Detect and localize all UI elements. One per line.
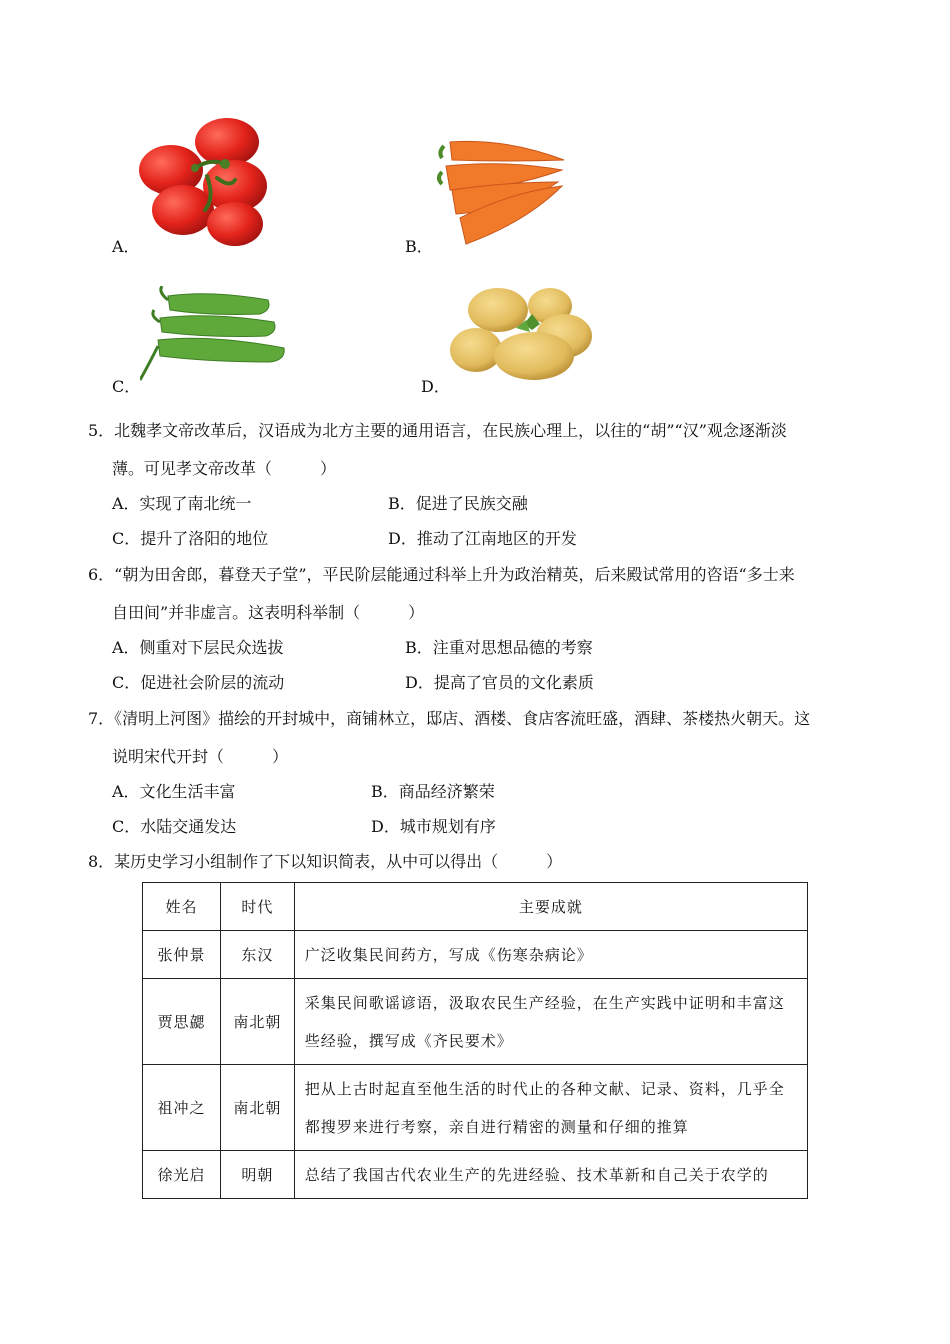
cell-era: 东汉 [220, 931, 294, 979]
q5-option-c[interactable]: C．提升了洛阳的地位 [112, 529, 269, 548]
header-name: 姓名 [143, 883, 221, 931]
table-header-row [143, 883, 808, 931]
green-pepper-icon [140, 286, 288, 382]
q7-option-d[interactable]: D．城市规划有序 [371, 817, 496, 836]
q6-option-c[interactable]: C．促进社会阶层的流动 [112, 673, 285, 692]
q5-option-b[interactable]: B．促进了民族交融 [388, 494, 528, 513]
q8-stem-line1: 8．某历史学习小组制作了下以知识简表，从中可以得出（ ） [88, 852, 563, 871]
q5-stem-line2: 薄。可见孝文帝改革（ ） [112, 459, 337, 478]
cell-achievement: 广泛收集民间药方，写成《伤寒杂病论》 [294, 931, 807, 979]
option-c-image [140, 286, 288, 382]
cell-era: 明朝 [220, 1151, 294, 1199]
cell-name: 贾思勰 [143, 979, 221, 1065]
cell-achievement: 总结了我国古代农业生产的先进经验、技术革新和自己关于农学的 [294, 1151, 807, 1199]
q7-option-c[interactable]: C．水陆交通发达 [112, 817, 237, 836]
q6-stem-line1: 6．“朝为田舍郎，暮登天子堂”，平民阶层能通过科举上升为政治精英，后来殿试常用的咨语“多士来 [88, 565, 795, 584]
table-row [143, 931, 808, 979]
cell-name: 徐光启 [143, 1151, 221, 1199]
q6-option-b[interactable]: B．注重对思想品德的考察 [405, 638, 593, 657]
header-achievement: 主要成就 [294, 883, 807, 931]
cell-era: 南北朝 [220, 979, 294, 1065]
carrot-icon [436, 132, 568, 248]
tomato-icon [135, 118, 270, 248]
q7-option-b[interactable]: B．商品经济繁荣 [371, 782, 495, 801]
q6-option-a[interactable]: A．侧重对下层民众选拔 [112, 638, 284, 657]
q7-stem-line2: 说明宋代开封（ ） [112, 747, 289, 766]
q5-option-a[interactable]: A．实现了南北统一 [112, 494, 252, 513]
table-row [143, 1151, 808, 1199]
cell-era: 南北朝 [220, 1065, 294, 1151]
option-b-image [436, 132, 568, 248]
option-a-label: A． [112, 237, 140, 256]
option-c-label: C． [112, 377, 141, 396]
q6-stem-line2: 自田间”并非虚言。这表明科举制（ ） [112, 603, 425, 622]
header-era: 时代 [220, 883, 294, 931]
cell-achievement: 把从上古时起直至他生活的时代止的各种文献、记录、资料，几乎全都搜罗来进行考察，亲自进行精密的测量和仔细的推算 [294, 1065, 807, 1151]
cell-name: 祖冲之 [143, 1065, 221, 1151]
q5-stem-line1: 5．北魏孝文帝改革后，汉语成为北方主要的通用语言，在民族心理上，以往的“胡”“汉”观念逐渐淡 [88, 421, 787, 440]
table-row [143, 1065, 808, 1151]
potato-icon [446, 284, 596, 384]
knowledge-table [142, 882, 808, 1199]
q7-option-a[interactable]: A．文化生活丰富 [112, 782, 236, 801]
option-b-label: B． [405, 237, 433, 256]
q5-option-d[interactable]: D．推动了江南地区的开发 [388, 529, 577, 548]
cell-name: 张仲景 [143, 931, 221, 979]
option-a-image [135, 118, 270, 248]
table-row [143, 979, 808, 1065]
q7-stem-line1: 7．《清明上河图》描绘的开封城中，商铺林立，邸店、酒楼、食店客流旺盛，酒肆、茶楼热火朝天。这 [88, 709, 811, 728]
cell-achievement: 采集民间歌谣谚语，汲取农民生产经验，在生产实践中证明和丰富这些经验，撰写成《齐民要术》 [294, 979, 807, 1065]
option-d-image [446, 284, 596, 384]
option-d-label: D． [421, 377, 450, 396]
q6-option-d[interactable]: D．提高了官员的文化素质 [405, 673, 594, 692]
